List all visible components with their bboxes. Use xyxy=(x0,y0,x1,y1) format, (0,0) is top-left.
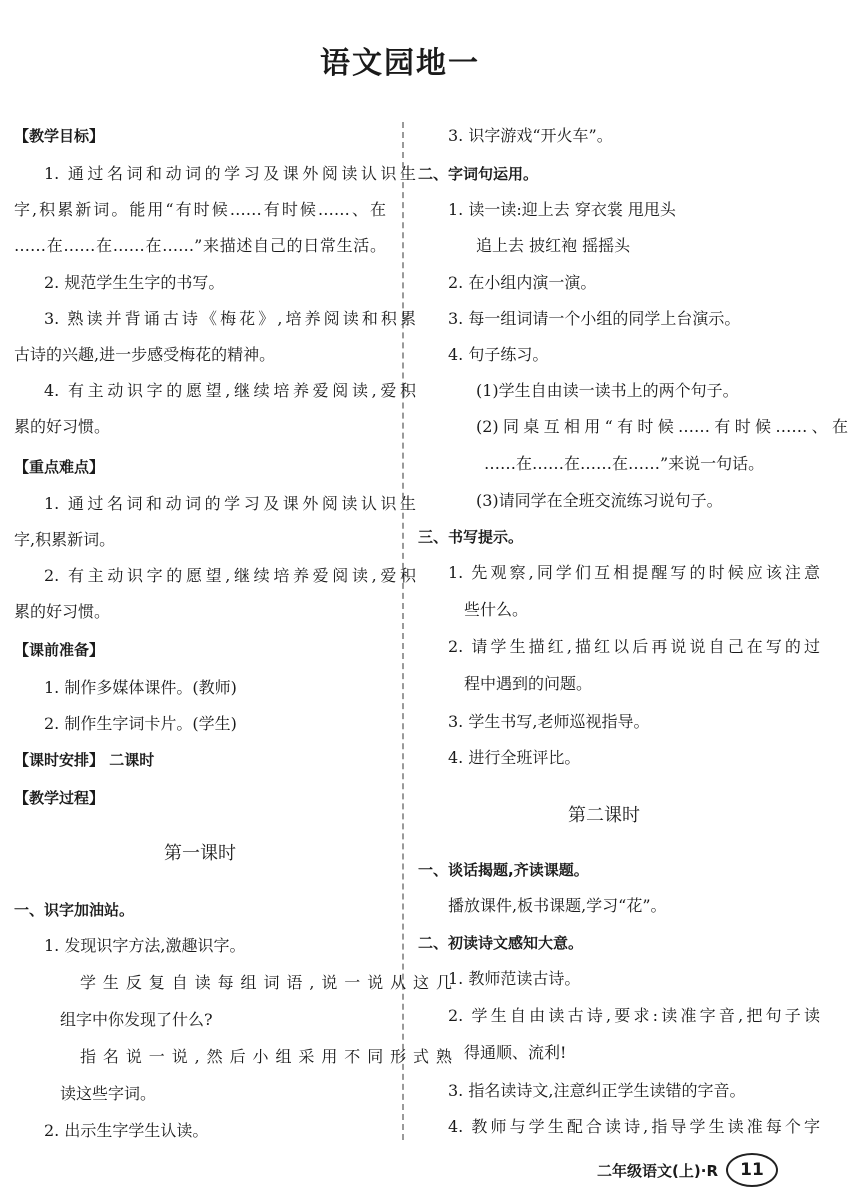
text-line: 2. 出示生字学生认读。 xyxy=(44,1121,209,1140)
section-heading: 一、谈话揭题,齐读课题。 xyxy=(418,861,589,879)
text-line: 1. 通过名词和动词的学习及课外阅读认识生 xyxy=(44,164,416,183)
text-line: 2. 在小组内演一演。 xyxy=(448,273,597,292)
heading-preparation: 【课前准备】 xyxy=(14,641,105,659)
text-line: 2. 有主动识字的愿望,继续培养爱阅读,爱积 xyxy=(44,566,416,585)
book-title: 二年级语文(上)·R xyxy=(597,1161,718,1180)
text-line: 组字中你发现了什么? xyxy=(60,1010,213,1029)
text-line: 2. 制作生字词卡片。(学生) xyxy=(44,714,237,733)
section-heading: 三、书写提示。 xyxy=(418,528,524,546)
text-line: ……在……在……在……”来描述自己的日常生活。 xyxy=(14,236,386,255)
text-line: 播放课件,板书课题,学习“花”。 xyxy=(448,896,667,915)
text-line: ……在……在……在……”来说一句话。 xyxy=(484,454,765,473)
text-line: 3. 指名读诗文,注意纠正学生读错的字音。 xyxy=(448,1081,746,1100)
text-line: 学生反复自读每组词语,说一说从这几 xyxy=(80,973,452,992)
section-heading: 一、识字加油站。 xyxy=(14,901,135,919)
text-line: (3)请同学在全班交流练习说句子。 xyxy=(476,491,723,510)
text-line: 2. 规范学生生字的书写。 xyxy=(44,273,225,292)
text-line: 4. 有主动识字的愿望,继续培养爱阅读,爱积 xyxy=(44,381,416,400)
text-line: (2)同桌互相用“有时候……有时候……、在 xyxy=(476,417,848,436)
text-line: 2. 学生自由读古诗,要求:读准字音,把句子读 xyxy=(448,1006,820,1025)
text-line: 1. 发现识字方法,激趣识字。 xyxy=(44,936,246,955)
text-line: 追上去 披红袍 摇摇头 xyxy=(476,236,631,255)
text-line: 读这些字词。 xyxy=(60,1084,157,1103)
heading-schedule: 【课时安排】 二课时 xyxy=(14,751,155,769)
text-line: 1. 读一读:迎上去 穿衣裳 甩甩头 xyxy=(448,200,676,219)
text-line: 指名说一说,然后小组采用不同形式熟 xyxy=(80,1047,452,1066)
text-line: 古诗的兴趣,进一步感受梅花的精神。 xyxy=(14,345,276,364)
lesson-one-title: 第一课时 xyxy=(164,843,236,864)
heading-process: 【教学过程】 xyxy=(14,789,105,807)
text-line: 字,积累新词。能用“有时候……有时候……、在 xyxy=(14,200,386,219)
text-line: 累的好习惯。 xyxy=(14,417,111,436)
text-line: 4. 教师与学生配合读诗,指导学生读准每个字 xyxy=(448,1117,820,1136)
text-line: 3. 每一组词请一个小组的同学上台演示。 xyxy=(448,309,741,328)
heading-key-points: 【重点难点】 xyxy=(14,458,105,476)
page-footer xyxy=(597,1153,778,1187)
section-heading: 二、字词句运用。 xyxy=(418,165,539,183)
page-title: 语文园地一 xyxy=(320,46,480,81)
page-number: 11 xyxy=(726,1153,778,1187)
text-line: 些什么。 xyxy=(464,600,529,619)
text-line: 字,积累新词。 xyxy=(14,530,116,549)
text-line: 1. 教师范读古诗。 xyxy=(448,969,581,988)
lesson-two-title: 第二课时 xyxy=(568,805,640,826)
text-line: 3. 熟读并背诵古诗《梅花》,培养阅读和积累 xyxy=(44,309,416,328)
text-line: 得通顺、流利! xyxy=(464,1043,567,1062)
section-heading: 二、初读诗文感知大意。 xyxy=(418,934,584,952)
text-line: (1)学生自由读一读书上的两个句子。 xyxy=(476,381,739,400)
text-line: 程中遇到的问题。 xyxy=(464,674,593,693)
text-line: 1. 通过名词和动词的学习及课外阅读认识生 xyxy=(44,494,416,513)
text-line: 4. 进行全班评比。 xyxy=(448,748,581,767)
text-line: 1. 先观察,同学们互相提醒写的时候应该注意 xyxy=(448,563,820,582)
text-line: 3. 识字游戏“开火车”。 xyxy=(448,126,613,145)
text-line: 2. 请学生描红,描红以后再说说自己在写的过 xyxy=(448,637,820,656)
text-line: 4. 句子练习。 xyxy=(448,345,549,364)
text-line: 3. 学生书写,老师巡视指导。 xyxy=(448,712,650,731)
text-line: 1. 制作多媒体课件。(教师) xyxy=(44,678,237,697)
text-line: 累的好习惯。 xyxy=(14,602,111,621)
heading-teaching-goals: 【教学目标】 xyxy=(14,127,105,145)
